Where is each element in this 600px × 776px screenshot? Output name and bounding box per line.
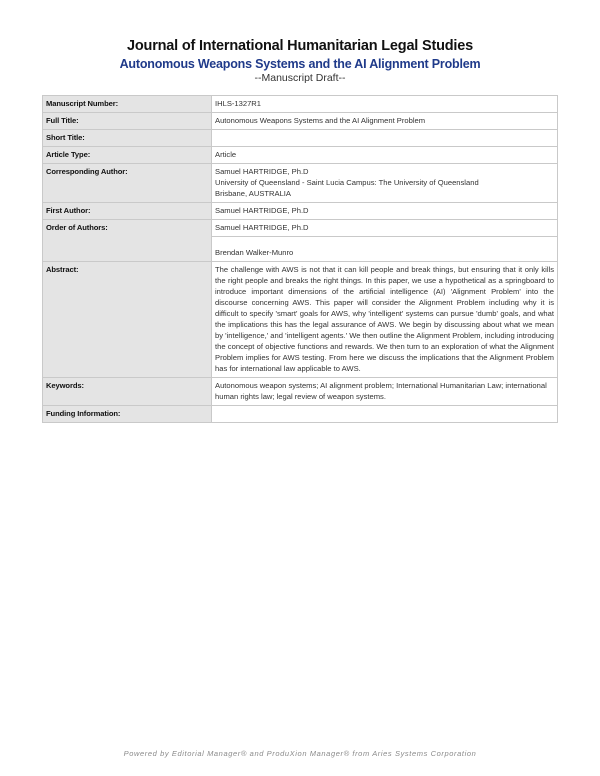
author-entry: Samuel HARTRIDGE, Ph.D (215, 223, 309, 232)
abstract-value: The challenge with AWS is not that it can kill people and break things, but ensuring that it only kills the right people and breaks the right things. In this paper, we use a hypothetical as a springboard to introduce important dimensions of the artificial intelligence (AI) 'Alignment Problem' into the discourse concerning AWS. This paper will consider the Alignment Problem including why it is difficult to specify 'smart' goals for AWS, why 'intelligent' systems can pursue 'dumb' goals, and what the implications this has the legal assurance of AWS. We begin by discussing about what we mean by 'intelligence,' and 'intelligent agents.' We then outline the Alignment Problem, including introducing the concept of objective functions and rewards. We then turn to an exploration of what the Alignment Problem implies for AWS testing. From here we discuss the implications that the Alignment Problem has for international law applicable to AWS. (212, 262, 558, 378)
table-row (43, 220, 558, 262)
full-title-value: Autonomous Weapons Systems and the AI Alignment Problem (212, 113, 558, 130)
article-title: Autonomous Weapons Systems and the AI Alignment Problem (119, 57, 481, 71)
first-author-value: Samuel HARTRIDGE, Ph.D (212, 203, 558, 220)
field-label: Full Title: (43, 113, 212, 130)
author-location: Brisbane, AUSTRALIA (215, 189, 291, 198)
funding-information-value (212, 406, 558, 423)
manuscript-metadata-table (42, 95, 558, 423)
field-label: Article Type: (43, 147, 212, 164)
field-label: Funding Information: (43, 406, 212, 423)
table-row (43, 203, 558, 220)
author-entry: Brendan Walker-Munro (215, 248, 294, 257)
journal-title: Journal of International Humanitarian Legal Studies (127, 38, 473, 54)
field-label: Abstract: (43, 262, 212, 378)
article-type-value: Article (212, 147, 558, 164)
draft-label: --Manuscript Draft-- (254, 72, 346, 84)
manuscript-number-value: IHLS-1327R1 (212, 96, 558, 113)
author-affiliation: University of Queensland - Saint Lucia Campus: The University of Queensland (215, 178, 479, 187)
field-label: Keywords: (43, 378, 212, 406)
document-header (0, 38, 600, 84)
keywords-value: Autonomous weapon systems; AI alignment problem; International Humanitarian Law; international human rights law; legal review of weapon systems. (212, 378, 558, 406)
table-row (43, 262, 558, 378)
table-row (43, 406, 558, 423)
table-row (43, 378, 558, 406)
table-row (43, 113, 558, 130)
table-row (43, 147, 558, 164)
field-label: First Author: (43, 203, 212, 220)
field-label: Order of Authors: (43, 220, 212, 262)
table-row (43, 96, 558, 113)
author-divider (212, 236, 557, 244)
order-of-authors-value (212, 220, 558, 262)
corresponding-author-value (212, 164, 558, 203)
field-label: Corresponding Author: (43, 164, 212, 203)
table-row (43, 130, 558, 147)
field-label: Short Title: (43, 130, 212, 147)
table-row (43, 164, 558, 203)
short-title-value (212, 130, 558, 147)
field-label: Manuscript Number: (43, 96, 212, 113)
footer-credit: Powered by Editorial Manager® and ProduXion Manager® from Aries Systems Corporation (123, 749, 477, 758)
author-name: Samuel HARTRIDGE, Ph.D (215, 167, 309, 176)
